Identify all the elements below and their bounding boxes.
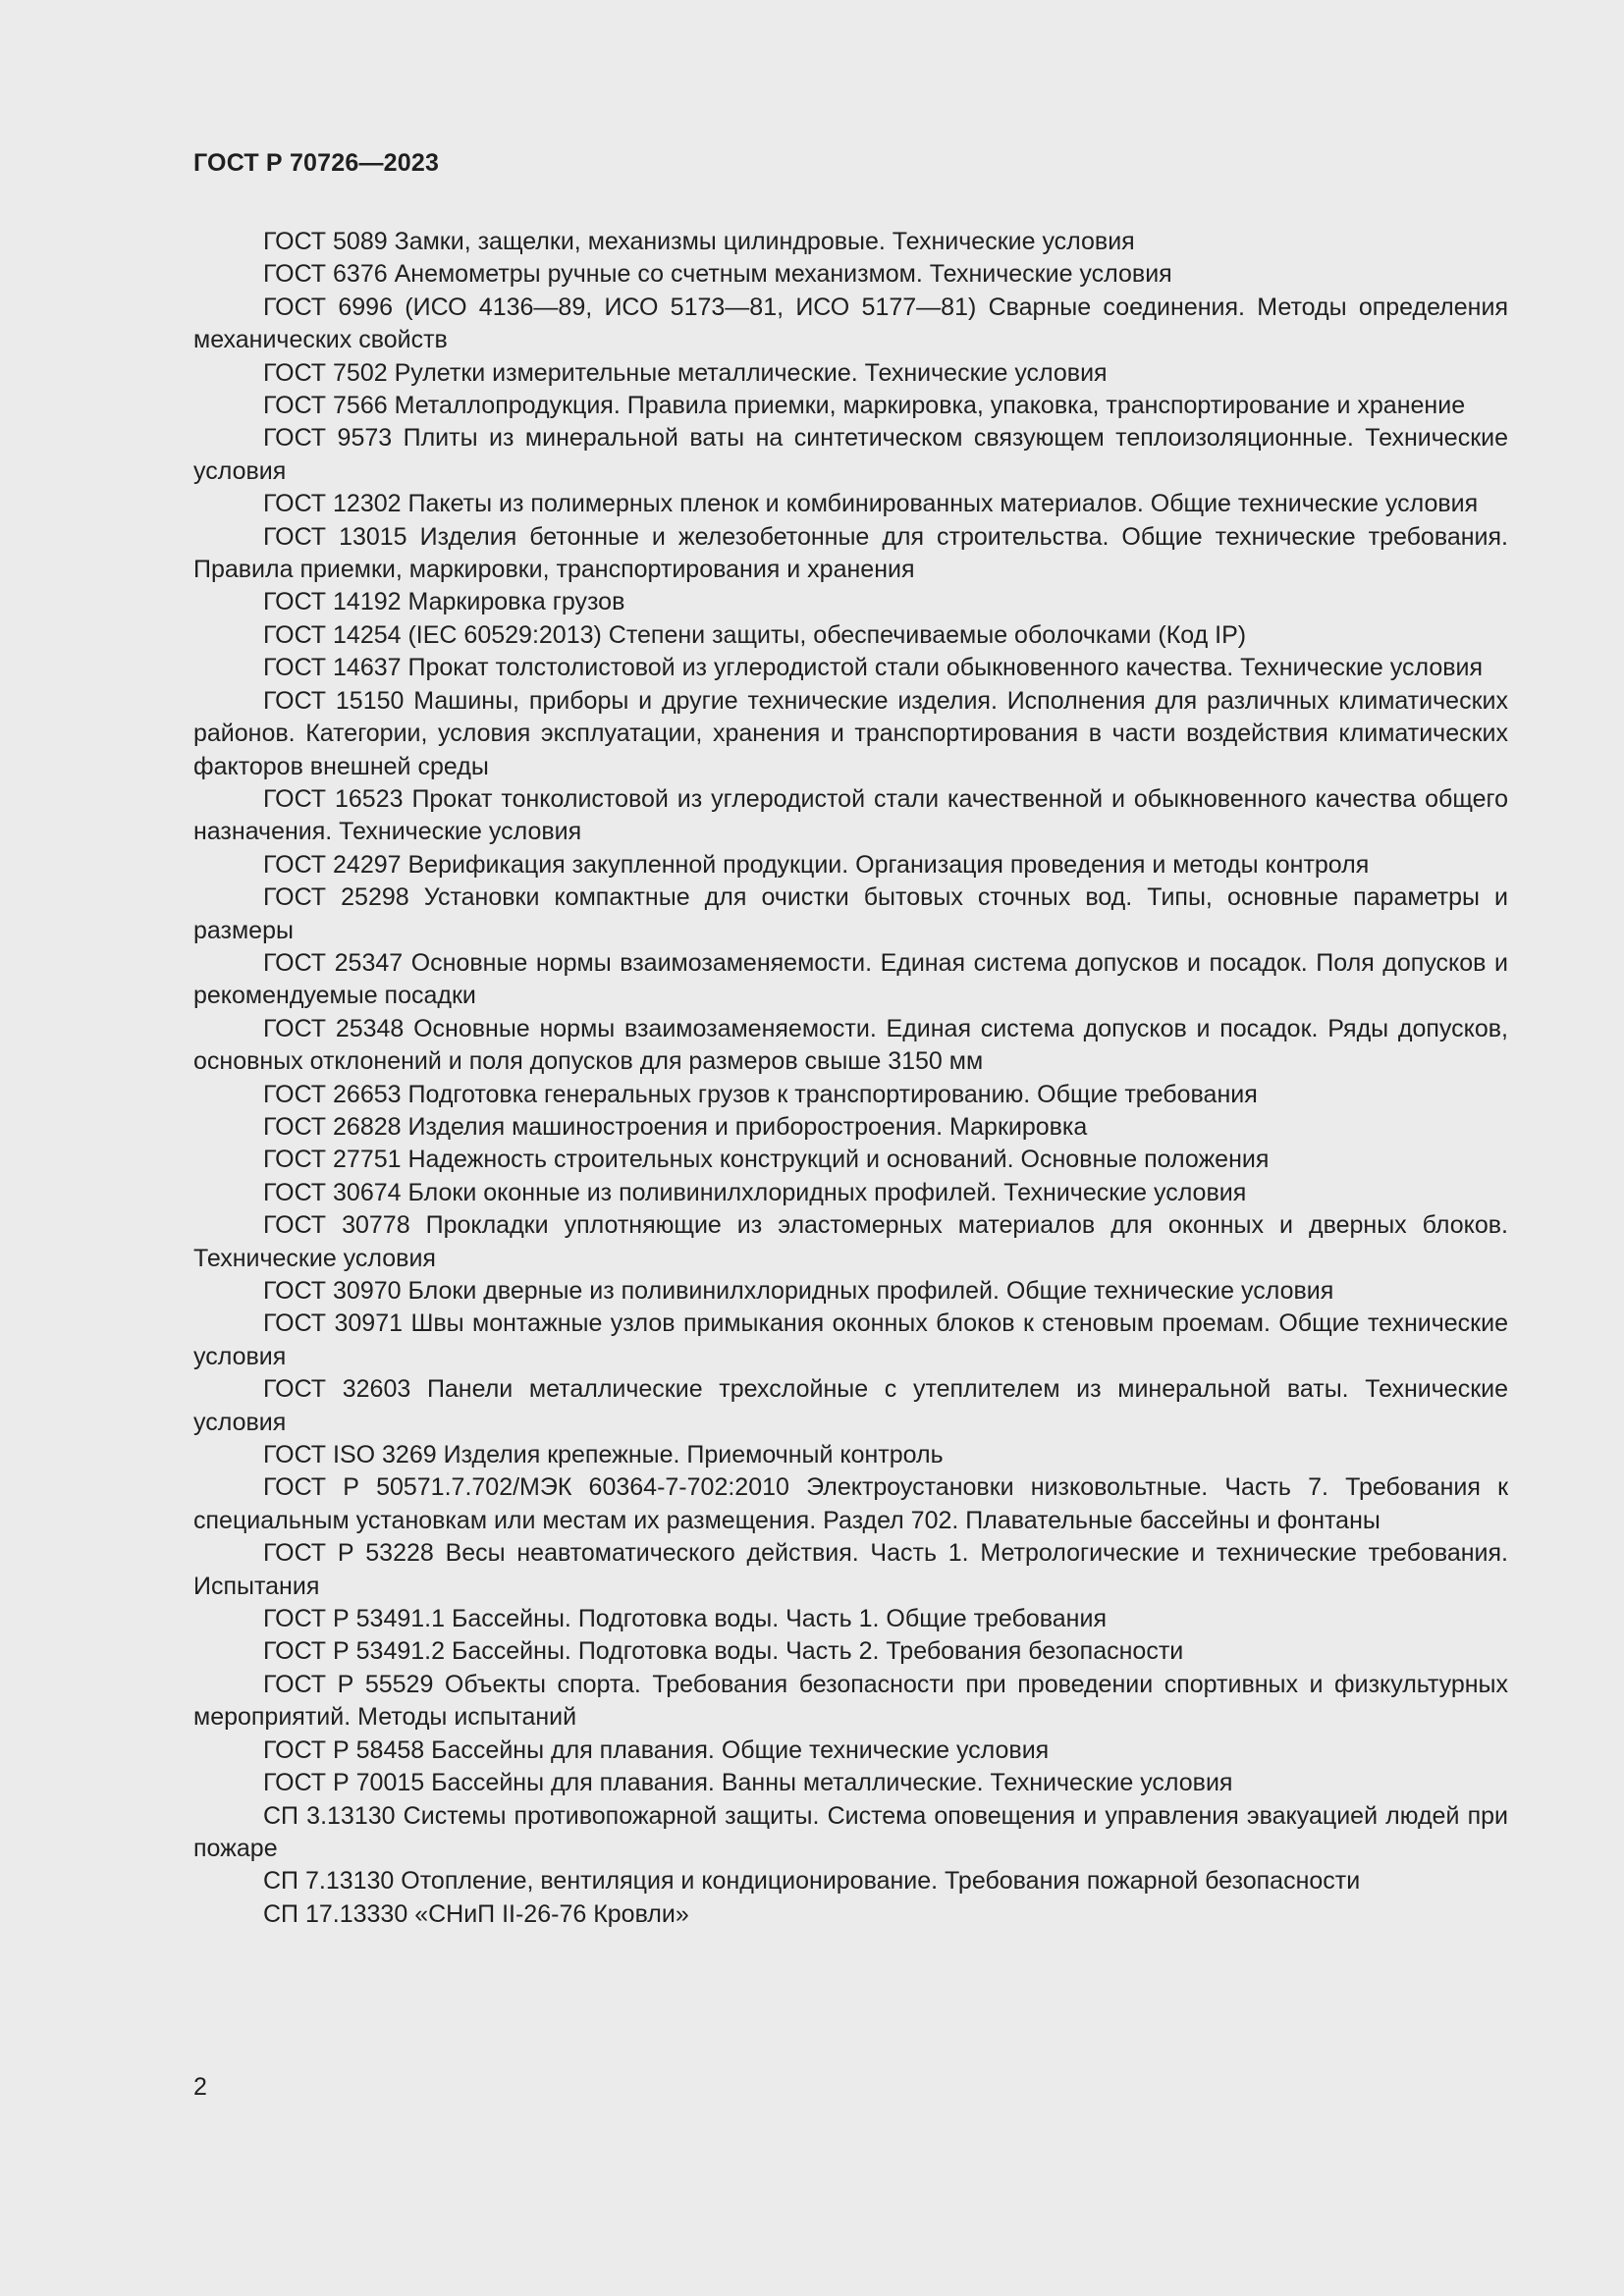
reference-code: ГОСТ 16523 [263,784,404,813]
reference-code: ГОСТ 7566 [263,392,388,420]
reference-title: Объекты спорта. Требования безопасности при проведении спортивных и физкультурных мероприятий. Методы испытаний [193,1670,1508,1732]
reference-item [193,1669,1508,1735]
reference-title: Замки, защелки, механизмы цилиндровые. Технические условия [394,228,1135,255]
reference-title: Плиты из минеральной ваты на синтетическом связующем теплоизоляционные. Технические условия [193,424,1508,485]
reference-item [193,226,1508,258]
reference-item [193,947,1508,1013]
reference-item [193,1373,1508,1439]
reference-item [193,1800,1508,1866]
reference-code: ГОСТ 6996 (ИСО 4136—89, ИСО 5173—81, ИСО 5177—81) [263,293,977,321]
reference-item [193,521,1508,587]
reference-title: Отопление, вентиляция и кондиционирование. Требования пожарной безопасности [401,1867,1361,1896]
reference-title: Панели металлические трехслойные с утеплителем из минеральной ваты. Технические условия [193,1375,1509,1436]
reference-code: ГОСТ Р 58458 [263,1735,425,1764]
reference-item [193,1537,1508,1603]
reference-code: ГОСТ 5089 [263,228,388,255]
reference-item [193,390,1508,422]
reference-item [193,1079,1508,1111]
reference-item [193,357,1508,390]
reference-title: Маркировка грузов [407,588,625,616]
reference-item [193,1177,1508,1209]
reference-item [193,488,1508,520]
reference-code: ГОСТ 30970 [263,1277,402,1305]
reference-title: Основные нормы взаимозаменяемости. Единая система допусков и посадок. Поля допусков и рекомендуемые посадки [193,948,1508,1010]
reference-code: ГОСТ 15150 [263,686,405,715]
reference-title: Бассейны для плавания. Общие технические условия [431,1735,1050,1764]
reference-item [193,685,1508,783]
reference-title: Системы противопожарной защиты. Система оповещения и управления эвакуацией людей при пожаре [193,1801,1508,1862]
reference-code: ГОСТ Р 50571.7.702/МЭК 60364-7-702:2010 [263,1473,789,1502]
reference-code: ГОСТ 30778 [263,1211,410,1240]
reference-code: ГОСТ 14192 [263,588,402,616]
reference-code: ГОСТ 24297 [263,850,402,879]
reference-item [193,1898,1508,1931]
reference-code: ГОСТ Р 55529 [263,1670,434,1698]
reference-title: Машины, приборы и другие технические изделия. Исполнения для различных климатических районов. Категории, условия эксплуатации, хранения и транспортирования в части воздействия климатических факторов внешней среды [193,686,1508,780]
reference-code: ГОСТ 14254 (IEC 60529:2013) [263,620,602,649]
reference-code: ГОСТ 26828 [263,1112,402,1141]
reference-code: ГОСТ 25348 [263,1014,405,1042]
reference-item [193,1308,1508,1373]
reference-title: Швы монтажные узлов примыкания оконных блоков к стеновым проемам. Общие технические условия [193,1309,1508,1370]
reference-item [193,1209,1508,1275]
reference-item [193,619,1508,652]
reference-item [193,292,1508,357]
reference-item [193,258,1508,291]
reference-item [193,1471,1508,1537]
reference-title: Изделия бетонные и железобетонные для строительства. Общие технические требования. Правила приемки, маркировки, транспортирования и хранения [193,522,1508,584]
reference-title: Электроустановки низковольтные. Часть 7. Требования к специальным установкам или местам их размещения. Раздел 702. Плавательные бассейны и фонтаны [193,1473,1509,1534]
reference-item [193,1144,1508,1176]
reference-code: ГОСТ 32603 [263,1375,411,1404]
reference-item [193,849,1508,881]
reference-title: Степени защиты, обеспечиваемые оболочками (Код IP) [608,620,1247,649]
reference-code: ГОСТ 14637 [263,654,402,682]
reference-item [193,586,1508,618]
reference-title: Установки компактные для очистки бытовых сточных вод. Типы, основные параметры и размеры [193,883,1508,944]
reference-title: Изделия крепежные. Приемочный контроль [443,1441,944,1469]
reference-title: Прокат толстолистовой из углеродистой стали обыкновенного качества. Технические условия [407,654,1484,682]
reference-item [193,1439,1508,1471]
reference-title: Бассейны для плавания. Ванны металлические. Технические условия [431,1769,1233,1797]
reference-code: ГОСТ 12302 [263,490,402,518]
reference-title: Бассейны. Подготовка воды. Часть 1. Общие требования [451,1605,1107,1633]
reference-code: ГОСТ 26653 [263,1080,402,1108]
reference-title: Блоки дверные из поливинилхлоридных профилей. Общие технические условия [407,1277,1334,1305]
reference-code: ГОСТ 13015 [263,522,407,551]
reference-item [193,1767,1508,1799]
reference-title: Анемометры ручные со счетным механизмом. Технические условия [394,260,1172,289]
reference-title: Пакеты из полимерных пленок и комбинированных материалов. Общие технические условия [407,490,1479,518]
reference-item [193,1275,1508,1308]
reference-item [193,881,1508,947]
reference-code: ГОСТ 6376 [263,260,388,289]
reference-item [193,422,1508,488]
reference-item [193,1111,1508,1144]
reference-title: Сварные соединения. Методы определения механических свойств [193,293,1508,354]
reference-code: ГОСТ Р 53491.2 [263,1637,446,1666]
reference-code: ГОСТ 27751 [263,1146,402,1174]
document-header: ГОСТ Р 70726—2023 [193,149,440,177]
reference-item [193,1865,1508,1897]
reference-title: Весы неавтоматического действия. Часть 1. Метрологические и технические требования. Испытания [193,1539,1508,1600]
reference-code: ГОСТ Р 70015 [263,1769,425,1797]
reference-item [193,1635,1508,1668]
reference-item [193,783,1508,849]
reference-title: Блоки оконные из поливинилхлоридных профилей. Технические условия [407,1178,1247,1206]
reference-title: Рулетки измерительные металлические. Технические условия [394,358,1108,387]
reference-code: СП 3.13130 [263,1801,396,1830]
reference-title: Бассейны. Подготовка воды. Часть 2. Требования безопасности [451,1637,1184,1666]
reference-title: Основные нормы взаимозаменяемости. Единая система допусков и посадок. Ряды допусков, основных отклонений и поля допусков для размеров свыше 3150 мм [193,1014,1508,1076]
page-number: 2 [193,2073,207,2101]
reference-title: Подготовка генеральных грузов к транспортированию. Общие требования [407,1080,1258,1108]
reference-code: ГОСТ 25298 [263,883,409,912]
reference-code: ГОСТ 7502 [263,358,388,387]
reference-title: Прокладки уплотняющие из эластомерных материалов для оконных и дверных блоков. Технические условия [193,1211,1508,1272]
reference-item [193,1603,1508,1635]
reference-title: Изделия машиностроения и приборостроения. Маркировка [407,1112,1088,1141]
reference-code: ГОСТ ISO 3269 [263,1441,437,1469]
reference-title: Надежность строительных конструкций и оснований. Основные положения [407,1146,1270,1174]
reference-code: ГОСТ 30971 [263,1309,404,1338]
normative-references-list [193,226,1508,1931]
reference-code: ГОСТ Р 53491.1 [263,1605,446,1633]
reference-title: Верификация закупленной продукции. Организация проведения и методы контроля [407,850,1370,879]
reference-code: ГОСТ 30674 [263,1178,402,1206]
reference-title: Металлопродукция. Правила приемки, маркировка, упаковка, транспортирование и хранение [394,392,1466,420]
reference-title: «СНиП II-26-76 Кровли» [414,1899,689,1928]
reference-title: Прокат тонколистовой из углеродистой стали качественной и обыкновенного качества общего назначения. Технические условия [193,784,1508,846]
reference-code: СП 17.13330 [263,1899,408,1928]
reference-item [193,1013,1508,1079]
reference-code: ГОСТ 9573 [263,424,393,453]
reference-code: СП 7.13130 [263,1867,395,1896]
reference-code: ГОСТ Р 53228 [263,1539,434,1568]
reference-item [193,652,1508,684]
reference-code: ГОСТ 25347 [263,948,404,977]
reference-item [193,1735,1508,1767]
